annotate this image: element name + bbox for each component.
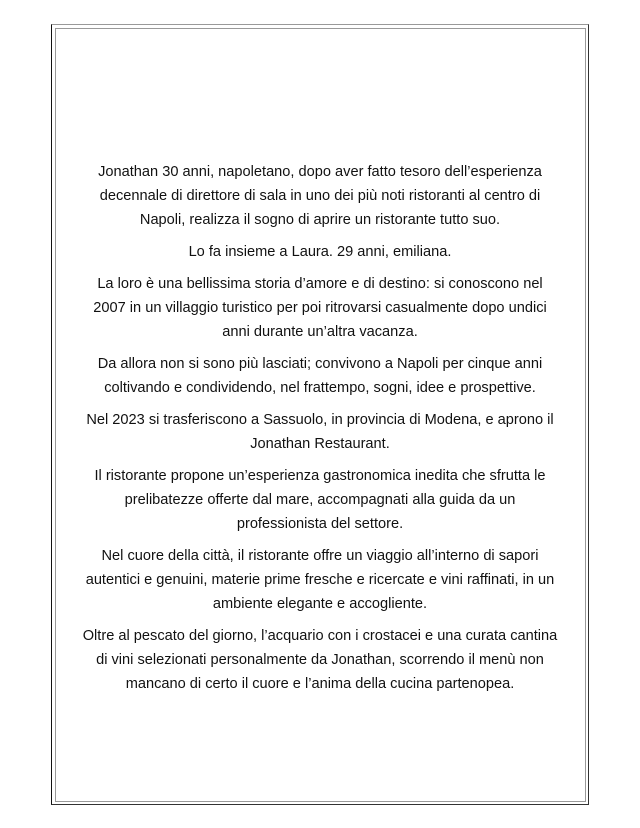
- paragraph-city: Nel cuore della città, il ristorante offre un viaggio all’interno di sapori autentici e genuini, materie prime fresche e ricercate e vini raffinati, in un ambiente elegante e accogliente.: [85, 548, 555, 612]
- paragraph-story: La loro è una bellissima storia d’amore e di destino: si conoscono nel 2007 in un villaggio turistico per poi ritrovarsi casualmente dopo undici anni durante un’altra vacanza.: [93, 276, 547, 340]
- paragraph-laura: Lo fa insieme a Laura. 29 anni, emiliana.: [188, 244, 452, 260]
- paragraph-intro: Jonathan 30 anni, napoletano, dopo aver fatto tesoro dell’esperienza decennale di direttore di sala in uno dei più noti ristoranti al centro di Napoli, realizza il sogno di aprire un ristorante tutto suo.: [98, 164, 542, 228]
- paragraph-sassuolo: Nel 2023 si trasferiscono a Sassuolo, in provincia di Modena, e aprono il Jonathan Restaurant.: [86, 412, 554, 452]
- paragraph-restaurant: Il ristorante propone un’esperienza gastronomica inedita che sfrutta le prelibatezze offerte dal mare, accompagnati alla guida da un professionista del settore.: [94, 468, 546, 532]
- paragraph-napoli: Da allora non si sono più lasciati; convivono a Napoli per cinque anni coltivando e condividendo, nel frattempo, sogni, idee e prospettive.: [97, 356, 543, 396]
- paragraph-menu: Oltre al pescato del giorno, l’acquario con i crostacei e una curata cantina di vini selezionati personalmente da Jonathan, scorrendo il menù non mancano di certo il cuore e l’anima della cucina partenopea.: [82, 628, 558, 692]
- document-body: [80, 160, 560, 704]
